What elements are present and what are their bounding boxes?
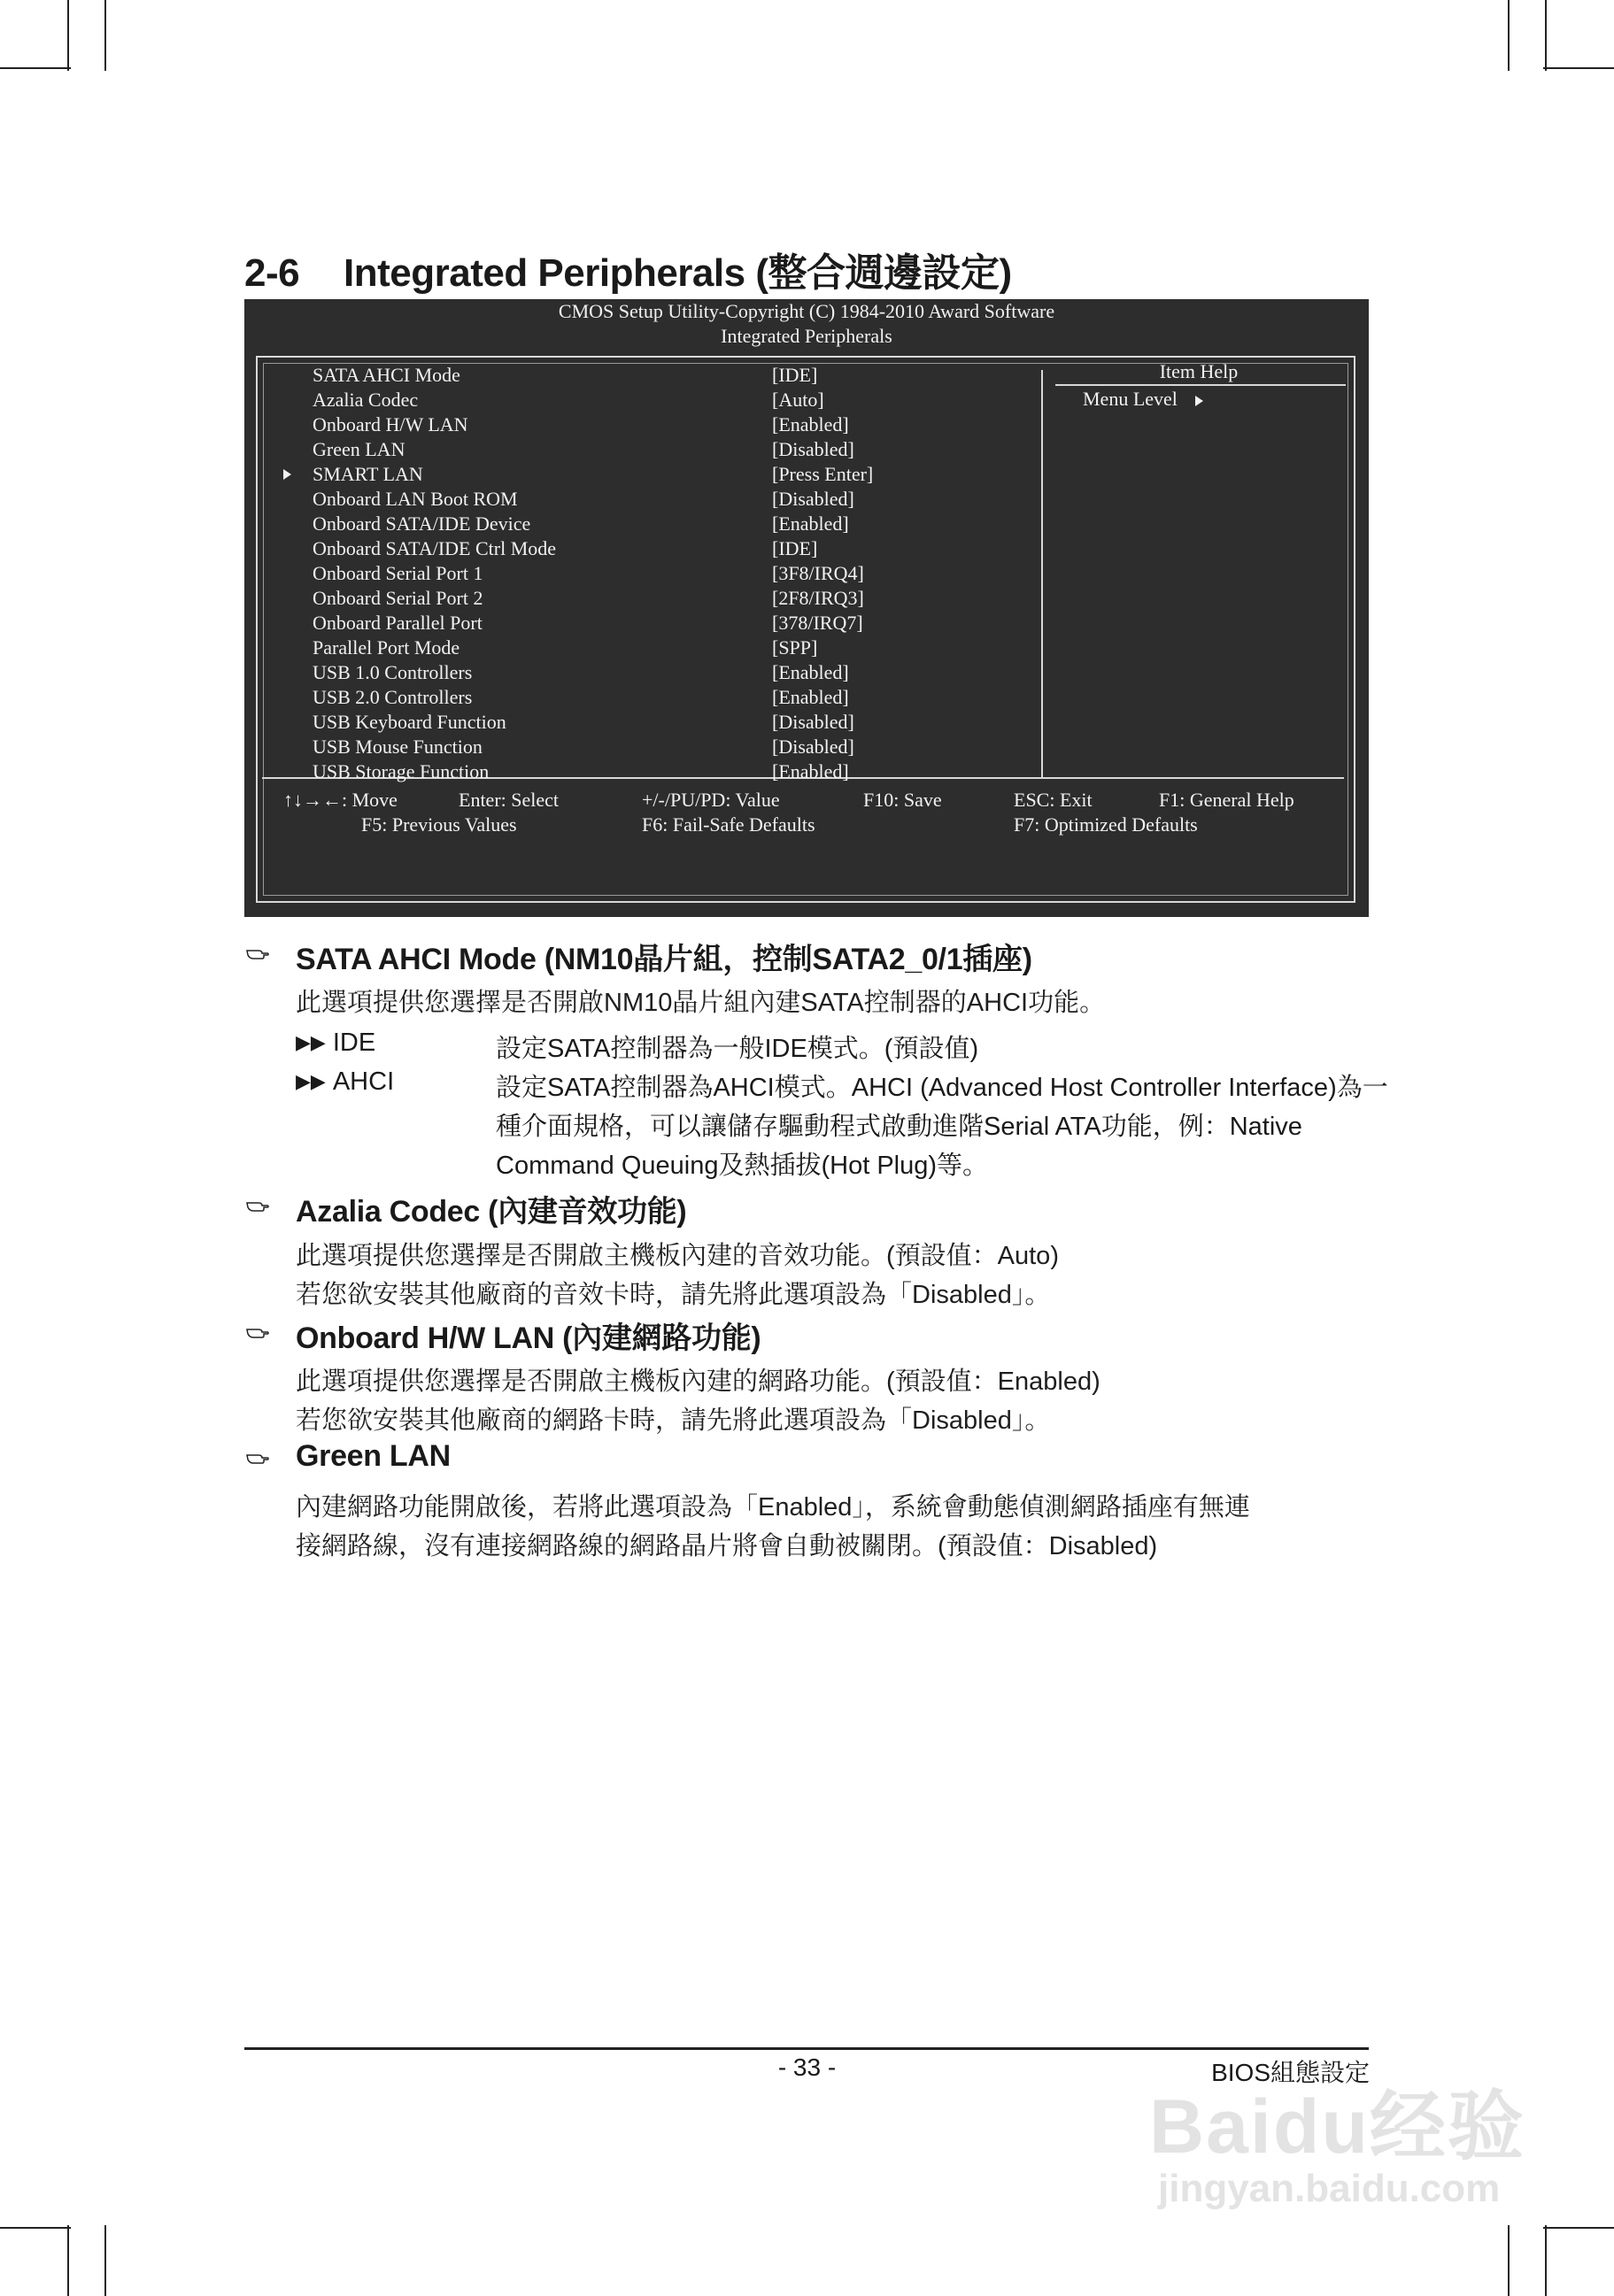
bios-screen	[244, 299, 1369, 917]
bios-item-label: Onboard LAN Boot ROM	[313, 488, 518, 510]
double-arrow-icon: ▶▶	[296, 1070, 326, 1092]
bios-item-label: Azalia Codec	[313, 389, 419, 411]
green-line: 接網路線，沒有連接網路線的網路晶片將會自動被關閉。(預設值：Disabled)	[296, 1532, 1158, 1560]
menu-level	[1083, 387, 1203, 412]
crop-mark	[1508, 0, 1510, 71]
sata-description: 此選項提供您選擇是否開啟NM10晶片組內建SATA控制器的AHCI功能。	[296, 989, 1106, 1017]
double-arrow-icon: ▶▶	[296, 1031, 326, 1053]
bios-item-value[interactable]: [2F8/IRQ3]	[772, 587, 864, 609]
bios-item-label: Onboard Parallel Port	[313, 612, 483, 634]
section-number: 2-6	[244, 251, 300, 295]
bios-item-label: SMART LAN	[313, 463, 423, 485]
crop-mark	[67, 2225, 69, 2296]
crop-mark	[1543, 2227, 1614, 2229]
lan-line: 此選項提供您選擇是否開啟主機板內建的網路功能。(預設值：Enabled)	[296, 1368, 1100, 1396]
bios-item-value[interactable]: [Press Enter]	[772, 463, 874, 485]
option-description: Command Queuing及熱插拔(Hot Plug)等。	[496, 1152, 989, 1180]
key-move: ↑↓→←: Move	[283, 789, 398, 811]
chapter-name: BIOS組態設定	[1211, 2059, 1370, 2086]
bios-divider	[1041, 370, 1043, 777]
option-name: AHCI	[332, 1067, 395, 1096]
crop-mark	[1545, 2225, 1547, 2296]
heading-sata-ahci: SATA AHCI Mode (NM10晶片組，控制SATA2_0/1插座)	[296, 943, 1032, 976]
bios-copyright: CMOS Setup Utility-Copyright (C) 1984-2010 Award Software	[558, 300, 1055, 322]
bios-item-value[interactable]: [IDE]	[772, 537, 818, 559]
azalia-line: 此選項提供您選擇是否開啟主機板內建的音效功能。(預設值：Auto)	[296, 1242, 1059, 1270]
bios-item-value[interactable]: [Enabled]	[772, 512, 849, 535]
bios-page-title: Integrated Peripherals	[721, 325, 892, 347]
bios-item-label: USB Mouse Function	[313, 736, 483, 758]
bios-item-label: Onboard SATA/IDE Ctrl Mode	[313, 537, 557, 559]
bios-item-value[interactable]: [Disabled]	[772, 711, 854, 733]
watermark-url: jingyan.baidu.com	[1158, 2167, 1501, 2210]
bios-item-label: Onboard Serial Port 2	[313, 587, 483, 609]
item-help-title: Item Help	[1159, 360, 1239, 382]
key-help: F1: General Help	[1159, 789, 1294, 811]
watermark-logo: Baidu经验	[1149, 2084, 1525, 2169]
bios-item-value[interactable]: [Disabled]	[772, 736, 854, 758]
key-previous: F5: Previous Values	[361, 813, 517, 836]
crop-mark	[104, 0, 106, 71]
key-save: F10: Save	[863, 789, 942, 811]
lan-line: 若您欲安裝其他廠商的網路卡時，請先將此選項設為「Disabled」。	[296, 1406, 1051, 1435]
bios-item-label: USB Storage Function	[313, 760, 490, 782]
bios-item-value[interactable]: [Enabled]	[772, 661, 849, 683]
heading-onboard-lan: Onboard H/W LAN (內建網路功能)	[296, 1321, 761, 1355]
bios-item-value[interactable]: [Auto]	[772, 389, 824, 411]
submenu-arrow-icon	[283, 469, 291, 480]
bios-item-label: Onboard SATA/IDE Device	[313, 512, 531, 535]
bios-item-label: USB 1.0 Controllers	[313, 661, 473, 683]
bios-item-value[interactable]: [IDE]	[772, 364, 818, 386]
azalia-line: 若您欲安裝其他廠商的音效卡時，請先將此選項設為「Disabled」。	[296, 1281, 1051, 1309]
bios-item-value[interactable]: [Enabled]	[772, 686, 849, 708]
item-help-rule	[1055, 384, 1346, 386]
key-exit: ESC: Exit	[1014, 789, 1093, 811]
heading-azalia-codec: Azalia Codec (內建音效功能)	[296, 1195, 687, 1229]
crop-mark	[67, 0, 69, 71]
crop-mark	[1543, 67, 1614, 69]
option-description: 設定SATA控制器為一般IDE模式。(預設值)	[496, 1035, 979, 1063]
bios-item-value[interactable]: [SPP]	[772, 636, 818, 659]
bios-item-label: Green LAN	[313, 438, 405, 460]
bios-item-label: SATA AHCI Mode	[313, 364, 460, 386]
bios-item-value[interactable]: [Disabled]	[772, 488, 854, 510]
menu-level-arrow-icon	[1195, 396, 1203, 406]
crop-mark	[0, 2227, 71, 2229]
bios-item-value[interactable]: [3F8/IRQ4]	[772, 562, 864, 584]
option-description: 種介面規格，可以讓儲存驅動程式啟動進階Serial ATA功能，例：Native	[496, 1113, 1302, 1141]
key-value: +/-/PU/PD: Value	[642, 789, 780, 811]
bios-item-label: USB 2.0 Controllers	[313, 686, 473, 708]
key-enter: Enter: Select	[459, 789, 560, 811]
option-name: IDE	[332, 1029, 376, 1057]
footer-rule	[244, 2047, 1369, 2050]
bios-item-value[interactable]: [Enabled]	[772, 760, 849, 782]
crop-mark	[0, 67, 71, 69]
key-failsafe: F6: Fail-Safe Defaults	[642, 813, 815, 836]
bios-item-label: Parallel Port Mode	[313, 636, 460, 659]
bios-item-label: Onboard H/W LAN	[313, 413, 468, 435]
bios-item-value[interactable]: [Disabled]	[772, 438, 854, 460]
bios-item-value[interactable]: [Enabled]	[772, 413, 849, 435]
heading-green-lan: Green LAN	[296, 1439, 451, 1473]
key-optimized: F7: Optimized Defaults	[1014, 813, 1198, 836]
page-number: - 33 -	[777, 2053, 837, 2081]
bios-item-label: USB Keyboard Function	[313, 711, 506, 733]
crop-mark	[1545, 0, 1547, 71]
crop-mark	[1508, 2225, 1510, 2296]
watermark	[1149, 2084, 1525, 2211]
bios-item-value[interactable]: [378/IRQ7]	[772, 612, 863, 634]
option-ahci	[296, 1067, 394, 1097]
option-ide	[296, 1029, 375, 1058]
section-heading: Integrated Peripherals (整合週邊設定)	[344, 251, 1012, 295]
menu-level-label: Menu Level	[1083, 388, 1178, 410]
bios-item-label: Onboard Serial Port 1	[313, 562, 483, 584]
crop-mark	[104, 2225, 106, 2296]
section-title	[244, 241, 1012, 297]
green-line: 內建網路功能開啟後，若將此選項設為「Enabled」，系統會動態偵測網路插座有無連	[296, 1493, 1250, 1522]
option-description: 設定SATA控制器為AHCI模式。AHCI (Advanced Host Controller Interface)為一	[496, 1074, 1388, 1102]
